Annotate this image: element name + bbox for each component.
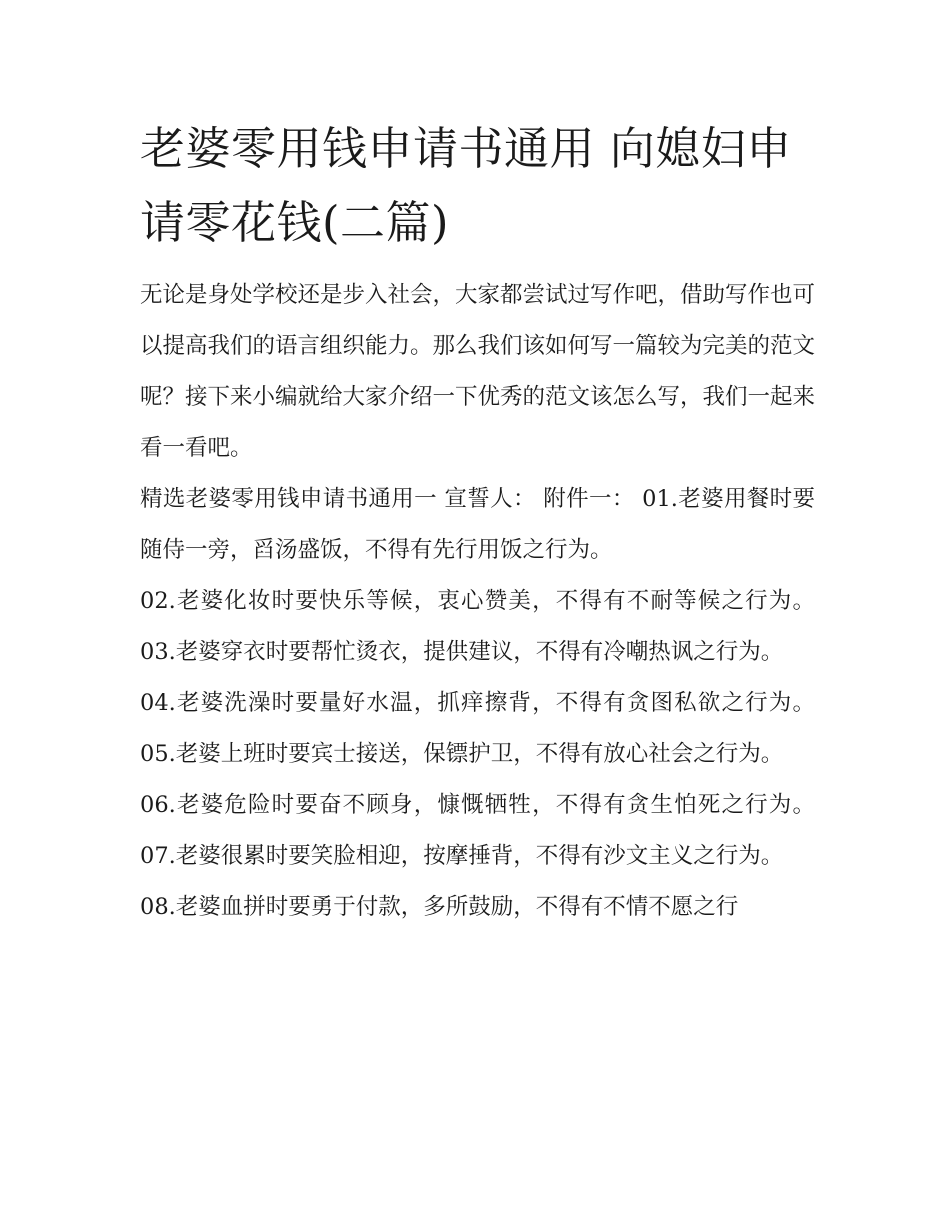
paragraph-items-04-05: 04.老婆洗澡时要量好水温，抓痒擦背，不得有贪图私欲之行为。 05.老婆上班时要宾士接送，保镖护卫，不得有放心社会之行为。 xyxy=(140,690,815,767)
paragraph-items-06-07: 06.老婆危险时要奋不顾身，慷慨牺牲，不得有贪生怕死之行为。 07.老婆很累时要笑脸相迎，按摩捶背，不得有沙文主义之行为。 xyxy=(140,792,815,869)
paragraph-items-02-03: 02.老婆化妆时要快乐等候，衷心赞美，不得有不耐等候之行为。 03.老婆穿衣时要帮忙烫衣，提供建议，不得有冷嘲热讽之行为。 xyxy=(140,588,815,665)
document-body xyxy=(140,112,815,933)
paragraph-intro: 无论是身处学校还是步入社会，大家都尝试过写作吧，借助写作也可以提高我们的语言组织能力。那么我们该如何写一篇较为完美的范文呢？接下来小编就给大家介绍一下优秀的范文该怎么写，我们一起来看一看吧。 xyxy=(140,282,816,461)
paragraph-item-08: 08.老婆血拼时要勇于付款，多所鼓励，不得有不情不愿之行 xyxy=(140,894,739,920)
document-title: 老婆零用钱申请书通用 向媳妇申请零花钱(二篇) xyxy=(140,122,792,249)
paragraph-item-01: 精选老婆零用钱申请书通用一 宣誓人： 附件一： 01.老婆用餐时要随侍一旁，舀汤盛饭，不得有先行用饭之行为。 xyxy=(140,486,815,563)
